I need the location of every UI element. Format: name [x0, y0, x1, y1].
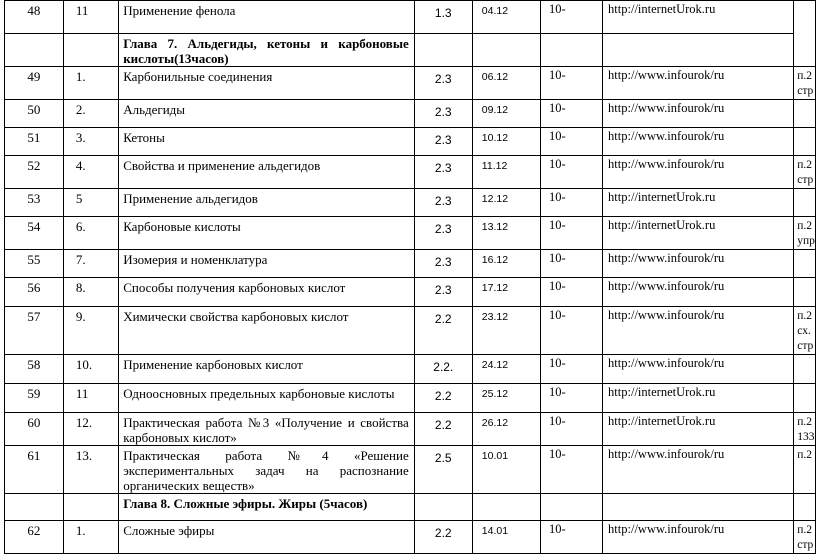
- row-number: 56: [5, 278, 64, 307]
- note-line: стр: [797, 85, 814, 97]
- note-line: п.2: [797, 416, 813, 428]
- lesson-percent: 10-: [540, 100, 602, 128]
- lesson-percent: 10-: [540, 156, 602, 189]
- lesson-index-cell: [63, 494, 118, 521]
- lesson-index: 7.: [63, 250, 118, 278]
- resource-url-cell: [603, 494, 794, 521]
- percent-cell: [540, 34, 602, 67]
- table-row: [5, 521, 816, 554]
- note-line: стр: [797, 539, 814, 551]
- resource-url: http://www.infourok/ru: [603, 307, 794, 355]
- table-row: [5, 278, 816, 307]
- hours-cell: [414, 34, 472, 67]
- lesson-title: [119, 156, 415, 189]
- notes-cell: [794, 250, 816, 278]
- lesson-title-line: Одноосновных предельных карбоновые кислоты: [123, 386, 395, 401]
- lesson-percent: 10-: [540, 128, 602, 156]
- row-number: 59: [5, 384, 64, 413]
- lesson-percent: 10-: [540, 355, 602, 384]
- lesson-percent: 10-: [540, 1, 602, 34]
- section-title-line: Глава 7. Альдегиды, кетоны и карбоновые: [123, 36, 409, 51]
- row-number: 62: [5, 521, 64, 554]
- lesson-title-line: Применение альдегидов: [123, 191, 258, 206]
- resource-url: http://internetUrok.ru: [603, 217, 794, 250]
- resource-url: http://internetUrok.ru: [603, 189, 794, 217]
- curriculum-table: [4, 0, 816, 554]
- lesson-title-line: Карбоновые кислоты: [123, 219, 241, 234]
- lesson-title: [119, 413, 415, 446]
- lesson-date: 06.12: [472, 67, 540, 100]
- lesson-hours: 2.2: [414, 521, 472, 554]
- lesson-percent: 10-: [540, 413, 602, 446]
- notes-cell: [794, 217, 816, 250]
- lesson-index: 4.: [63, 156, 118, 189]
- date-cell: [472, 34, 540, 67]
- row-number-cell: [5, 34, 64, 67]
- notes-cell: [794, 446, 816, 494]
- lesson-title-line: Применение карбоновых кислот: [123, 357, 303, 372]
- lesson-date: 16.12: [472, 250, 540, 278]
- lesson-date: 11.12: [472, 156, 540, 189]
- lesson-hours: 2.3: [414, 67, 472, 100]
- lesson-percent: 10-: [540, 217, 602, 250]
- row-number: 50: [5, 100, 64, 128]
- lesson-index: 10.: [63, 355, 118, 384]
- lesson-percent: 10-: [540, 67, 602, 100]
- lesson-date: 10.01: [472, 446, 540, 494]
- lesson-title-line: Применение фенола: [123, 3, 236, 18]
- resource-url-cell: [603, 34, 794, 67]
- lesson-index: 8.: [63, 278, 118, 307]
- date-cell: [472, 494, 540, 521]
- section-row: [5, 34, 816, 67]
- table-row: [5, 100, 816, 128]
- row-number: 58: [5, 355, 64, 384]
- notes-cell: [794, 67, 816, 100]
- note-line: упр: [797, 235, 815, 247]
- lesson-date: 09.12: [472, 100, 540, 128]
- lesson-title-line: Способы получения карбоновых кислот: [123, 280, 346, 295]
- lesson-title: [119, 217, 415, 250]
- lesson-title: [119, 355, 415, 384]
- lesson-title: [119, 446, 415, 494]
- lesson-date: 26.12: [472, 413, 540, 446]
- lesson-title-line: Сложные эфиры: [123, 523, 215, 538]
- lesson-title: [119, 67, 415, 100]
- lesson-hours: 2.3: [414, 250, 472, 278]
- resource-url: http://www.infourok/ru: [603, 100, 794, 128]
- table-row: [5, 1, 816, 34]
- lesson-hours: 2.2.: [414, 355, 472, 384]
- notes-cell: [794, 384, 816, 413]
- notes-cell: [794, 413, 816, 446]
- notes-cell: [794, 1, 816, 67]
- section-title-line: Глава 8. Сложные эфиры. Жиры (5часов): [123, 496, 368, 511]
- notes-cell: [794, 307, 816, 355]
- resource-url: http://www.infourok/ru: [603, 156, 794, 189]
- lesson-title-line: Свойства и применение альдегидов: [123, 158, 321, 173]
- lesson-index: 2.: [63, 100, 118, 128]
- lesson-title: [119, 128, 415, 156]
- lesson-date: 12.12: [472, 189, 540, 217]
- table-row: [5, 250, 816, 278]
- section-title-line: кислоты(13часов): [123, 51, 229, 66]
- note-line: п.2: [797, 159, 813, 171]
- row-number: 60: [5, 413, 64, 446]
- lesson-title-line: Практическая работа №4 «Решение: [123, 448, 409, 463]
- resource-url: http://internetUrok.ru: [603, 413, 794, 446]
- resource-url: http://www.infourok/ru: [603, 355, 794, 384]
- note-line: п.2: [797, 449, 813, 461]
- lesson-index: 1.: [63, 67, 118, 100]
- table-row: [5, 128, 816, 156]
- resource-url: http://internetUrok.ru: [603, 384, 794, 413]
- lesson-percent: 10-: [540, 250, 602, 278]
- lesson-title-line: Карбонильные соединения: [123, 69, 273, 84]
- lesson-title-line: карбоновых кислот»: [123, 430, 237, 445]
- lesson-date: 04.12: [472, 1, 540, 34]
- lesson-index: 6.: [63, 217, 118, 250]
- row-number: 52: [5, 156, 64, 189]
- lesson-date: 24.12: [472, 355, 540, 384]
- lesson-hours: 2.2: [414, 413, 472, 446]
- resource-url: http://www.infourok/ru: [603, 250, 794, 278]
- table-row: [5, 413, 816, 446]
- table-row: [5, 384, 816, 413]
- table-row: [5, 355, 816, 384]
- lesson-index: 11: [63, 384, 118, 413]
- lesson-index: 1.: [63, 521, 118, 554]
- table-row: [5, 446, 816, 494]
- notes-cell: [794, 494, 816, 521]
- row-number: 53: [5, 189, 64, 217]
- table-row: [5, 67, 816, 100]
- lesson-title-line: Альдегиды: [123, 102, 186, 117]
- lesson-title: [119, 384, 415, 413]
- row-number-cell: [5, 494, 64, 521]
- lesson-date: 23.12: [472, 307, 540, 355]
- lesson-hours: 1.3: [414, 1, 472, 34]
- section-title: [119, 494, 415, 521]
- lesson-hours: 2.3: [414, 128, 472, 156]
- row-number: 48: [5, 1, 64, 34]
- lesson-date: 14.01: [472, 521, 540, 554]
- notes-cell: [794, 100, 816, 128]
- resource-url: http://internetUrok.ru: [603, 1, 794, 34]
- lesson-percent: 10-: [540, 189, 602, 217]
- lesson-index: 12.: [63, 413, 118, 446]
- notes-cell: [794, 355, 816, 384]
- lesson-title: [119, 278, 415, 307]
- lesson-title: [119, 521, 415, 554]
- note-line: сх.: [797, 325, 811, 337]
- note-line: 133: [797, 431, 815, 443]
- table-row: [5, 307, 816, 355]
- lesson-percent: 10-: [540, 278, 602, 307]
- row-number: 54: [5, 217, 64, 250]
- table-row: [5, 217, 816, 250]
- lesson-date: 13.12: [472, 217, 540, 250]
- lesson-hours: 2.2: [414, 307, 472, 355]
- lesson-title: [119, 250, 415, 278]
- table-row: [5, 189, 816, 217]
- section-row: [5, 494, 816, 521]
- lesson-hours: 2.3: [414, 100, 472, 128]
- lesson-percent: 10-: [540, 307, 602, 355]
- lesson-hours: 2.3: [414, 278, 472, 307]
- table-row: [5, 156, 816, 189]
- lesson-title: [119, 307, 415, 355]
- lesson-index: 11: [63, 1, 118, 34]
- lesson-percent: 10-: [540, 446, 602, 494]
- lesson-hours: 2.2: [414, 384, 472, 413]
- notes-cell: [794, 156, 816, 189]
- lesson-percent: 10-: [540, 384, 602, 413]
- row-number: 61: [5, 446, 64, 494]
- lesson-percent: 10-: [540, 521, 602, 554]
- lesson-hours: 2.3: [414, 189, 472, 217]
- note-line: стр: [797, 174, 814, 186]
- lesson-index: 9.: [63, 307, 118, 355]
- hours-cell: [414, 494, 472, 521]
- lesson-date: 10.12: [472, 128, 540, 156]
- lesson-title: [119, 100, 415, 128]
- lesson-index: 3.: [63, 128, 118, 156]
- percent-cell: [540, 494, 602, 521]
- resource-url: http://www.infourok/ru: [603, 128, 794, 156]
- notes-cell: [794, 128, 816, 156]
- note-line: п.2: [797, 220, 813, 232]
- lesson-index: 5: [63, 189, 118, 217]
- row-number: 49: [5, 67, 64, 100]
- lesson-hours: 2.3: [414, 217, 472, 250]
- notes-cell: [794, 278, 816, 307]
- resource-url: http://www.infourok/ru: [603, 67, 794, 100]
- resource-url: http://www.infourok/ru: [603, 446, 794, 494]
- row-number: 55: [5, 250, 64, 278]
- lesson-title-line: Практическая работа №3 «Получение и свойства: [123, 415, 409, 430]
- lesson-title-line: экспериментальных задач на распознание: [123, 463, 409, 478]
- note-line: п.2: [797, 524, 813, 536]
- lesson-title: [119, 1, 415, 34]
- note-line: п.2: [797, 70, 813, 82]
- lesson-title: [119, 189, 415, 217]
- resource-url: http://www.infourok/ru: [603, 521, 794, 554]
- note-line: стр: [797, 340, 814, 352]
- resource-url: http://www.infourok/ru: [603, 278, 794, 307]
- note-line: п.2: [797, 310, 813, 322]
- lesson-title-line: органических веществ»: [123, 478, 255, 493]
- lesson-title-line: Химически свойства карбоновых кислот: [123, 309, 349, 324]
- lesson-title-line: Изомерия и номенклатура: [123, 252, 268, 267]
- row-number: 57: [5, 307, 64, 355]
- section-title: [119, 34, 415, 67]
- notes-cell: [794, 521, 816, 554]
- row-number: 51: [5, 128, 64, 156]
- lesson-index: 13.: [63, 446, 118, 494]
- lesson-hours: 2.3: [414, 156, 472, 189]
- lesson-date: 17.12: [472, 278, 540, 307]
- lesson-index-cell: [63, 34, 118, 67]
- lesson-date: 25.12: [472, 384, 540, 413]
- notes-cell: [794, 189, 816, 217]
- lesson-hours: 2.5: [414, 446, 472, 494]
- lesson-title-line: Кетоны: [123, 130, 165, 145]
